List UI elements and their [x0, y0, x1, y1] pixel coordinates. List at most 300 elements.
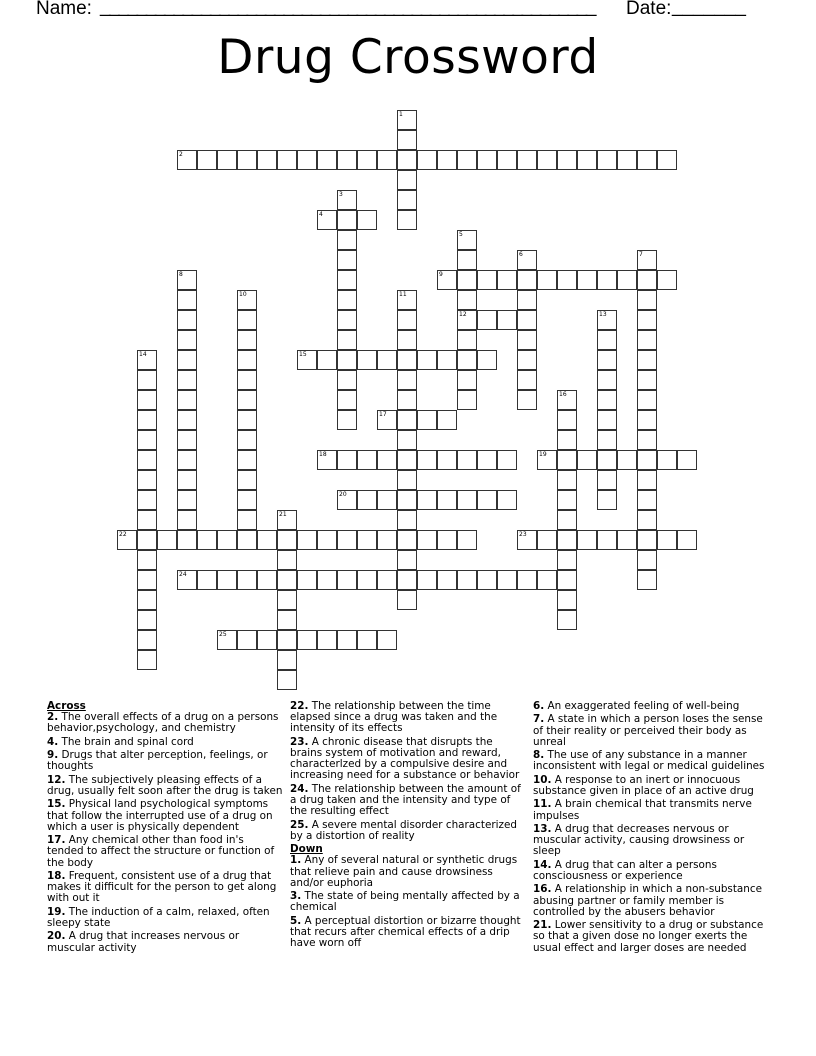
grid-cell[interactable]: [137, 630, 157, 650]
grid-cell[interactable]: [637, 530, 657, 550]
grid-cell[interactable]: [517, 330, 537, 350]
grid-cell[interactable]: [517, 370, 537, 390]
grid-cell[interactable]: [337, 570, 357, 590]
grid-cell[interactable]: [517, 570, 537, 590]
grid-cell[interactable]: [397, 530, 417, 550]
grid-cell[interactable]: [637, 430, 657, 450]
grid-cell[interactable]: [477, 350, 497, 370]
grid-cell[interactable]: [517, 290, 537, 310]
grid-cell[interactable]: [397, 190, 417, 210]
grid-cell[interactable]: [497, 570, 517, 590]
grid-cell[interactable]: [457, 350, 477, 370]
grid-cell[interactable]: [217, 630, 237, 650]
grid-cell[interactable]: [317, 210, 337, 230]
grid-cell[interactable]: [557, 530, 577, 550]
grid-cell[interactable]: [397, 490, 417, 510]
grid-cell[interactable]: [517, 310, 537, 330]
across-clue: [290, 820, 526, 842]
grid-cell[interactable]: [397, 590, 417, 610]
down-clue: [533, 884, 769, 918]
grid-cell[interactable]: [137, 350, 157, 370]
grid-cell[interactable]: [597, 390, 617, 410]
grid-cell[interactable]: [557, 450, 577, 470]
grid-cell[interactable]: [237, 290, 257, 310]
grid-cell[interactable]: [137, 590, 157, 610]
grid-cell[interactable]: [277, 530, 297, 550]
grid-cell[interactable]: [557, 270, 577, 290]
grid-cell[interactable]: [357, 450, 377, 470]
grid-cell[interactable]: [437, 450, 457, 470]
grid-cell[interactable]: [257, 530, 277, 550]
grid-cell[interactable]: [397, 110, 417, 130]
grid-cell[interactable]: [437, 570, 457, 590]
grid-cell[interactable]: [237, 330, 257, 350]
cell-number: 23: [519, 531, 527, 538]
grid-cell[interactable]: [537, 450, 557, 470]
grid-cell[interactable]: [597, 470, 617, 490]
grid-cell[interactable]: [557, 550, 577, 570]
cell-number: 25: [219, 631, 227, 638]
grid-cell[interactable]: [617, 270, 637, 290]
down-clue: [290, 855, 526, 889]
grid-cell[interactable]: [337, 370, 357, 390]
grid-cell[interactable]: [217, 570, 237, 590]
grid-cell[interactable]: [337, 190, 357, 210]
grid-cell[interactable]: [257, 630, 277, 650]
grid-cell[interactable]: [397, 390, 417, 410]
grid-cell[interactable]: [177, 410, 197, 430]
grid-cell[interactable]: [377, 530, 397, 550]
grid-cell[interactable]: [337, 490, 357, 510]
grid-cell[interactable]: [477, 450, 497, 470]
grid-cell[interactable]: [177, 450, 197, 470]
grid-cell[interactable]: [337, 230, 357, 250]
grid-cell[interactable]: [137, 390, 157, 410]
grid-cell[interactable]: [377, 490, 397, 510]
grid-cell[interactable]: [437, 150, 457, 170]
grid-cell[interactable]: [617, 150, 637, 170]
grid-cell[interactable]: [457, 310, 477, 330]
grid-cell[interactable]: [177, 290, 197, 310]
cell-number: 24: [179, 571, 187, 578]
grid-cell[interactable]: [237, 370, 257, 390]
grid-cell[interactable]: [457, 290, 477, 310]
grid-cell[interactable]: [217, 530, 237, 550]
clues-column-2: [290, 701, 526, 952]
grid-cell[interactable]: [457, 570, 477, 590]
grid-cell[interactable]: [137, 450, 157, 470]
grid-cell[interactable]: [397, 330, 417, 350]
grid-cell[interactable]: [357, 490, 377, 510]
grid-cell[interactable]: [577, 450, 597, 470]
grid-cell[interactable]: [617, 450, 637, 470]
clue-number: 4.: [47, 735, 59, 748]
grid-cell[interactable]: [397, 370, 417, 390]
grid-cell[interactable]: [597, 430, 617, 450]
name-label: Name:: [36, 0, 92, 19]
across-heading: Across: [47, 700, 86, 712]
grid-cell[interactable]: [637, 270, 657, 290]
grid-cell[interactable]: [357, 210, 377, 230]
grid-cell[interactable]: [597, 310, 617, 330]
grid-cell[interactable]: [337, 330, 357, 350]
grid-cell[interactable]: [197, 570, 217, 590]
grid-cell[interactable]: [237, 450, 257, 470]
across-clue: [290, 737, 526, 782]
grid-cell[interactable]: [477, 310, 497, 330]
cell-number: 21: [279, 511, 287, 518]
clue-number: 12.: [47, 773, 66, 786]
cell-number: 13: [599, 311, 607, 318]
grid-cell[interactable]: [617, 530, 637, 550]
grid-cell[interactable]: [457, 250, 477, 270]
clue-text: Drugs that alter perception, feelings, or thoughts: [47, 749, 268, 773]
grid-cell[interactable]: [517, 390, 537, 410]
grid-cell[interactable]: [137, 430, 157, 450]
grid-cell[interactable]: [317, 570, 337, 590]
clue-text: Frequent, consistent use of a drug that makes it difficult for the person to get along with out it: [47, 869, 277, 905]
grid-cell[interactable]: [277, 150, 297, 170]
grid-cell[interactable]: [317, 150, 337, 170]
grid-cell[interactable]: [377, 570, 397, 590]
grid-cell[interactable]: [377, 630, 397, 650]
across-clue: [47, 931, 283, 953]
grid-cell[interactable]: [337, 410, 357, 430]
cell-number: 9: [439, 271, 443, 278]
grid-cell[interactable]: [537, 570, 557, 590]
grid-cell[interactable]: [657, 150, 677, 170]
grid-cell[interactable]: [177, 430, 197, 450]
grid-cell[interactable]: [277, 630, 297, 650]
grid-cell[interactable]: [597, 330, 617, 350]
grid-cell[interactable]: [477, 570, 497, 590]
grid-cell[interactable]: [417, 410, 437, 430]
grid-cell[interactable]: [637, 490, 657, 510]
down-clue: [533, 799, 769, 821]
grid-cell[interactable]: [177, 470, 197, 490]
grid-cell[interactable]: [397, 170, 417, 190]
clue-number: 11.: [533, 798, 552, 811]
grid-cell[interactable]: [337, 630, 357, 650]
grid-cell[interactable]: [337, 290, 357, 310]
grid-cell[interactable]: [237, 310, 257, 330]
grid-cell[interactable]: [557, 590, 577, 610]
grid-cell[interactable]: [637, 150, 657, 170]
grid-cell[interactable]: [397, 150, 417, 170]
grid-cell[interactable]: [257, 570, 277, 590]
grid-cell[interactable]: [637, 310, 657, 330]
grid-cell[interactable]: [417, 490, 437, 510]
grid-cell[interactable]: [397, 130, 417, 150]
grid-cell[interactable]: [137, 610, 157, 630]
grid-cell[interactable]: [237, 470, 257, 490]
grid-cell[interactable]: [317, 530, 337, 550]
grid-cell[interactable]: [277, 610, 297, 630]
grid-cell[interactable]: [557, 410, 577, 430]
grid-cell[interactable]: [477, 270, 497, 290]
grid-cell[interactable]: [397, 450, 417, 470]
grid-cell[interactable]: [517, 530, 537, 550]
grid-cell[interactable]: [517, 270, 537, 290]
grid-cell[interactable]: [297, 630, 317, 650]
grid-cell[interactable]: [637, 510, 657, 530]
grid-cell[interactable]: [637, 410, 657, 430]
clue-text: A drug that can alter a persons consciousness or experience: [533, 858, 717, 882]
grid-cell[interactable]: [137, 650, 157, 670]
grid-cell[interactable]: [277, 670, 297, 690]
clue-number: 2.: [47, 711, 59, 724]
grid-cell[interactable]: [497, 450, 517, 470]
cell-number: 1: [399, 111, 403, 118]
grid-cell[interactable]: [337, 150, 357, 170]
grid-cell[interactable]: [537, 150, 557, 170]
grid-cell[interactable]: [497, 270, 517, 290]
grid-cell[interactable]: [437, 270, 457, 290]
grid-cell[interactable]: [357, 570, 377, 590]
cell-number: 5: [459, 231, 463, 238]
grid-cell[interactable]: [277, 590, 297, 610]
grid-cell[interactable]: [457, 230, 477, 250]
grid-cell[interactable]: [637, 450, 657, 470]
grid-cell[interactable]: [637, 570, 657, 590]
grid-cell[interactable]: [337, 310, 357, 330]
name-field[interactable]: ______________________________________________________: [100, 0, 596, 17]
grid-cell[interactable]: [557, 490, 577, 510]
grid-cell[interactable]: [517, 150, 537, 170]
clue-text: The state of being mentally affected by a chemical: [290, 890, 520, 914]
grid-cell[interactable]: [277, 550, 297, 570]
grid-cell[interactable]: [557, 510, 577, 530]
grid-cell[interactable]: [237, 390, 257, 410]
grid-cell[interactable]: [197, 530, 217, 550]
grid-cell[interactable]: [577, 270, 597, 290]
grid-cell[interactable]: [137, 370, 157, 390]
grid-cell[interactable]: [597, 350, 617, 370]
grid-cell[interactable]: [457, 450, 477, 470]
grid-cell[interactable]: [337, 390, 357, 410]
grid-cell[interactable]: [217, 150, 237, 170]
grid-cell[interactable]: [137, 530, 157, 550]
grid-cell[interactable]: [177, 310, 197, 330]
grid-cell[interactable]: [237, 350, 257, 370]
cell-number: 8: [179, 271, 183, 278]
grid-cell[interactable]: [677, 530, 697, 550]
grid-cell[interactable]: [397, 310, 417, 330]
grid-cell[interactable]: [597, 150, 617, 170]
grid-cell[interactable]: [637, 470, 657, 490]
grid-cell[interactable]: [317, 350, 337, 370]
grid-cell[interactable]: [557, 430, 577, 450]
grid-cell[interactable]: [417, 350, 437, 370]
grid-cell[interactable]: [417, 570, 437, 590]
grid-cell[interactable]: [597, 490, 617, 510]
grid-cell[interactable]: [457, 490, 477, 510]
grid-cell[interactable]: [437, 530, 457, 550]
grid-cell[interactable]: [277, 650, 297, 670]
grid-cell[interactable]: [177, 490, 197, 510]
grid-cell[interactable]: [317, 450, 337, 470]
grid-cell[interactable]: [237, 430, 257, 450]
grid-cell[interactable]: [357, 350, 377, 370]
grid-cell[interactable]: [337, 530, 357, 550]
grid-cell[interactable]: [117, 530, 137, 550]
grid-cell[interactable]: [177, 350, 197, 370]
grid-cell[interactable]: [637, 250, 657, 270]
grid-cell[interactable]: [297, 150, 317, 170]
grid-cell[interactable]: [397, 290, 417, 310]
grid-cell[interactable]: [397, 510, 417, 530]
grid-cell[interactable]: [377, 350, 397, 370]
grid-cell[interactable]: [357, 150, 377, 170]
grid-cell[interactable]: [357, 630, 377, 650]
grid-cell[interactable]: [677, 450, 697, 470]
grid-cell[interactable]: [637, 550, 657, 570]
grid-cell[interactable]: [497, 150, 517, 170]
grid-cell[interactable]: [397, 430, 417, 450]
grid-cell[interactable]: [437, 490, 457, 510]
grid-cell[interactable]: [417, 530, 437, 550]
grid-cell[interactable]: [557, 150, 577, 170]
grid-cell[interactable]: [557, 390, 577, 410]
grid-cell[interactable]: [377, 450, 397, 470]
grid-cell[interactable]: [137, 470, 157, 490]
grid-cell[interactable]: [337, 270, 357, 290]
grid-cell[interactable]: [337, 210, 357, 230]
grid-cell[interactable]: [237, 150, 257, 170]
grid-cell[interactable]: [277, 570, 297, 590]
grid-cell[interactable]: [397, 210, 417, 230]
grid-cell[interactable]: [657, 450, 677, 470]
grid-cell[interactable]: [237, 410, 257, 430]
grid-cell[interactable]: [237, 510, 257, 530]
grid-cell[interactable]: [137, 510, 157, 530]
grid-cell[interactable]: [457, 150, 477, 170]
grid-cell[interactable]: [417, 450, 437, 470]
grid-cell[interactable]: [177, 270, 197, 290]
grid-cell[interactable]: [357, 530, 377, 550]
grid-cell[interactable]: [637, 330, 657, 350]
grid-cell[interactable]: [537, 270, 557, 290]
grid-cell[interactable]: [597, 410, 617, 430]
clue-text: A severe mental disorder characterized by a distortion of reality: [290, 818, 517, 842]
grid-cell[interactable]: [197, 150, 217, 170]
grid-cell[interactable]: [157, 530, 177, 550]
grid-cell[interactable]: [337, 250, 357, 270]
grid-cell[interactable]: [637, 290, 657, 310]
grid-cell[interactable]: [577, 530, 597, 550]
grid-cell[interactable]: [437, 350, 457, 370]
grid-cell[interactable]: [237, 570, 257, 590]
grid-cell[interactable]: [277, 510, 297, 530]
cell-number: 22: [119, 531, 127, 538]
grid-cell[interactable]: [457, 270, 477, 290]
grid-cell[interactable]: [297, 570, 317, 590]
grid-cell[interactable]: [457, 390, 477, 410]
grid-cell[interactable]: [377, 150, 397, 170]
grid-cell[interactable]: [597, 270, 617, 290]
grid-cell[interactable]: [257, 150, 277, 170]
grid-cell[interactable]: [397, 470, 417, 490]
grid-cell[interactable]: [657, 270, 677, 290]
down-clue: [533, 824, 769, 858]
clue-text: An exaggerated feeling of well-being: [547, 700, 740, 712]
grid-cell[interactable]: [297, 530, 317, 550]
grid-cell[interactable]: [297, 350, 317, 370]
grid-cell[interactable]: [497, 310, 517, 330]
grid-cell[interactable]: [177, 570, 197, 590]
grid-cell[interactable]: [437, 410, 457, 430]
date-field[interactable]: _______: [672, 0, 746, 17]
cell-number: 11: [399, 291, 407, 298]
grid-cell[interactable]: [177, 150, 197, 170]
grid-cell[interactable]: [237, 630, 257, 650]
grid-cell[interactable]: [337, 450, 357, 470]
grid-cell[interactable]: [557, 570, 577, 590]
grid-cell[interactable]: [557, 610, 577, 630]
grid-cell[interactable]: [177, 330, 197, 350]
clue-number: 5.: [290, 914, 302, 927]
grid-cell[interactable]: [177, 530, 197, 550]
grid-cell[interactable]: [477, 150, 497, 170]
across-clue: [47, 775, 283, 797]
grid-cell[interactable]: [577, 150, 597, 170]
clue-text: The subjectively pleasing effects of a drug, usually felt soon after the drug is taken: [47, 773, 283, 797]
grid-cell[interactable]: [457, 530, 477, 550]
cell-number: 7: [639, 251, 643, 258]
grid-cell[interactable]: [597, 530, 617, 550]
grid-cell[interactable]: [137, 410, 157, 430]
grid-cell[interactable]: [517, 350, 537, 370]
grid-cell[interactable]: [397, 410, 417, 430]
grid-cell[interactable]: [637, 370, 657, 390]
grid-cell[interactable]: [517, 250, 537, 270]
grid-cell[interactable]: [537, 530, 557, 550]
grid-cell[interactable]: [237, 530, 257, 550]
grid-cell[interactable]: [457, 370, 477, 390]
grid-cell[interactable]: [477, 490, 497, 510]
grid-cell[interactable]: [397, 550, 417, 570]
grid-cell[interactable]: [557, 470, 577, 490]
down-clue: [533, 920, 769, 954]
grid-cell[interactable]: [177, 390, 197, 410]
grid-cell[interactable]: [457, 330, 477, 350]
grid-cell[interactable]: [597, 370, 617, 390]
grid-cell[interactable]: [637, 390, 657, 410]
grid-cell[interactable]: [397, 570, 417, 590]
grid-cell[interactable]: [397, 350, 417, 370]
grid-cell[interactable]: [657, 530, 677, 550]
grid-cell[interactable]: [237, 490, 257, 510]
across-clue: [47, 835, 283, 869]
grid-cell[interactable]: [177, 510, 197, 530]
across-clue: [47, 750, 283, 772]
grid-cell[interactable]: [137, 570, 157, 590]
grid-cell[interactable]: [337, 350, 357, 370]
clue-number: 3.: [290, 890, 302, 903]
grid-cell[interactable]: [497, 490, 517, 510]
grid-cell[interactable]: [417, 150, 437, 170]
grid-cell[interactable]: [637, 350, 657, 370]
grid-cell[interactable]: [137, 550, 157, 570]
grid-cell[interactable]: [137, 490, 157, 510]
grid-cell[interactable]: [317, 630, 337, 650]
grid-cell[interactable]: [377, 410, 397, 430]
down-clue: [533, 714, 769, 748]
page-title: Drug Crossword: [217, 30, 599, 85]
cell-number: 15: [299, 351, 307, 358]
grid-cell[interactable]: [177, 370, 197, 390]
grid-cell[interactable]: [597, 450, 617, 470]
